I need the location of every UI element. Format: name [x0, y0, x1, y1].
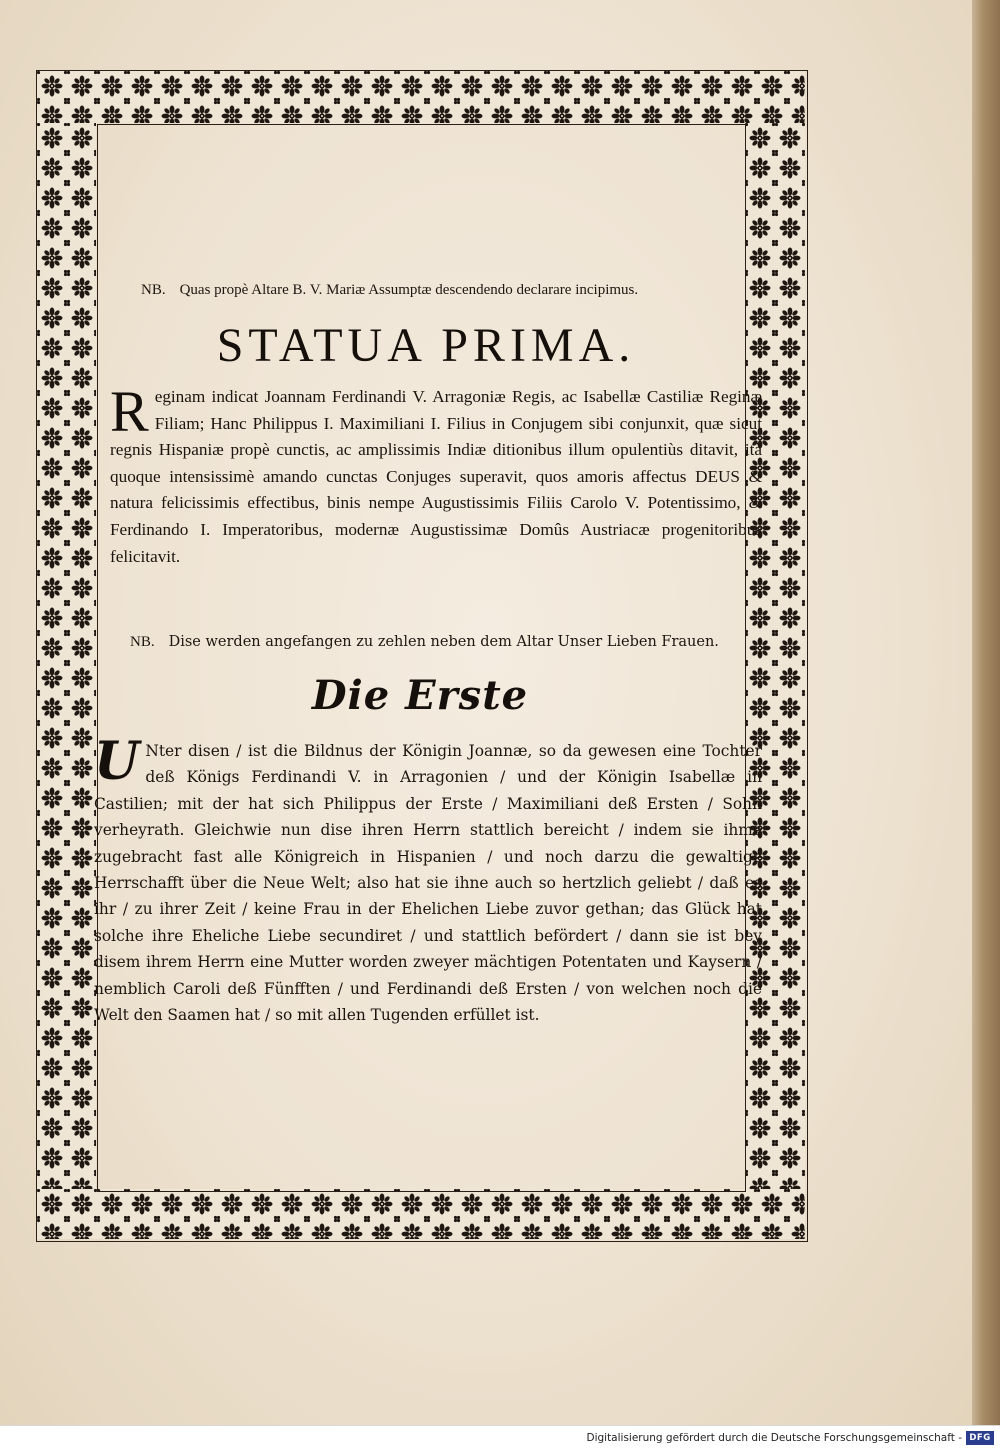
ornament-border-right: [745, 123, 805, 1189]
latin-paragraph-text: eginam indicat Joannam Ferdinandi V. Arragoniæ Regis, ac Isabellæ Castiliæ Reginæ Filiam; Hanc Philippus I. Maximiliani I. Filius in Conjugem sibi conjunxit, quæ sicut regnis Hispaniæ propè cunctis, ac amplissimis Indiæ ditionibus illum opulentiùs ditavit, ità quoque intensissimè amando cunctas Conjuges superavit, quos amoris affectus DEUS & natura felicissimis effectibus, binis nempe Augustissimis Filiis Carolo V. Potentissimo, & Ferdinando I. Imperatoribus, modernæ Augustissimæ Domûs Austriacæ progenitoribus felicitavit.: [110, 387, 762, 566]
ornament-border-top: [37, 71, 805, 123]
ornament-border-bottom: [37, 1189, 805, 1239]
latin-paragraph: [110, 379, 762, 570]
german-paragraph-text: Nter disen / ist die Bildnus der Königin Joannæ, so da gewesen eine Tochter deß Königs Ferdinandi V. in Arragonien / und der Königin Isabellæ in Castilien; mit der hat sich Philippus der Erste / Maximiliani deß Ersten / Sohn verheyrath. Gleichwie nun dise ihren Herrn stattlich bereicht / indem sie ihme zugebracht fast alle Königreich in Hispanien / und noch darzu die gewaltige Herrschafft über die Neue Welt; also hat sie ihne auch so hertzlich geliebt / daß es ihr / zu ihrer Zeit / keine Frau in der Ehelichen Liebe zuvor gethan; das Glück hat solche ihre Eheliche Liebe secundiret / und stattlich befördert / dann sie ist bey disem ihrem Herrn eine Mutter worden zweyer mächtigen Potentaten und Kaysern / nemblich Caroli deß Fünfften / und Ferdinandi deß Ersten / von welchen noch die Welt den Saamen hat / so mit allen Tugenden erfüllet ist.: [94, 742, 762, 1025]
latin-drop-cap: R: [110, 379, 149, 444]
nota-bene-latin-text: Quas propè Altare B. V. Mariæ Assumptæ descendendo declarare incipimus.: [179, 282, 639, 298]
german-drop-cap: U: [94, 731, 140, 792]
page-edge: [972, 0, 1000, 1425]
nota-bene-german: [130, 634, 730, 651]
nota-bene-marker: NB.: [130, 634, 155, 650]
ornament-border-left: [37, 123, 96, 1189]
footer-credit: Digitalisierung gefördert durch die Deutsche Forschungsgemeinschaft -: [586, 1432, 962, 1444]
german-paragraph: [94, 731, 762, 1028]
nota-bene-marker: NB.: [141, 282, 166, 298]
footer-bar: [0, 1425, 1000, 1452]
german-title: Die Erste: [311, 672, 529, 719]
nota-bene-latin: [141, 282, 721, 299]
dfg-logo: DFG: [966, 1431, 994, 1445]
latin-title: STATUA PRIMA.: [216, 319, 636, 372]
nota-bene-german-text: Dise werden angefangen zu zehlen neben dem Altar Unser Lieben Frauen.: [168, 634, 719, 650]
